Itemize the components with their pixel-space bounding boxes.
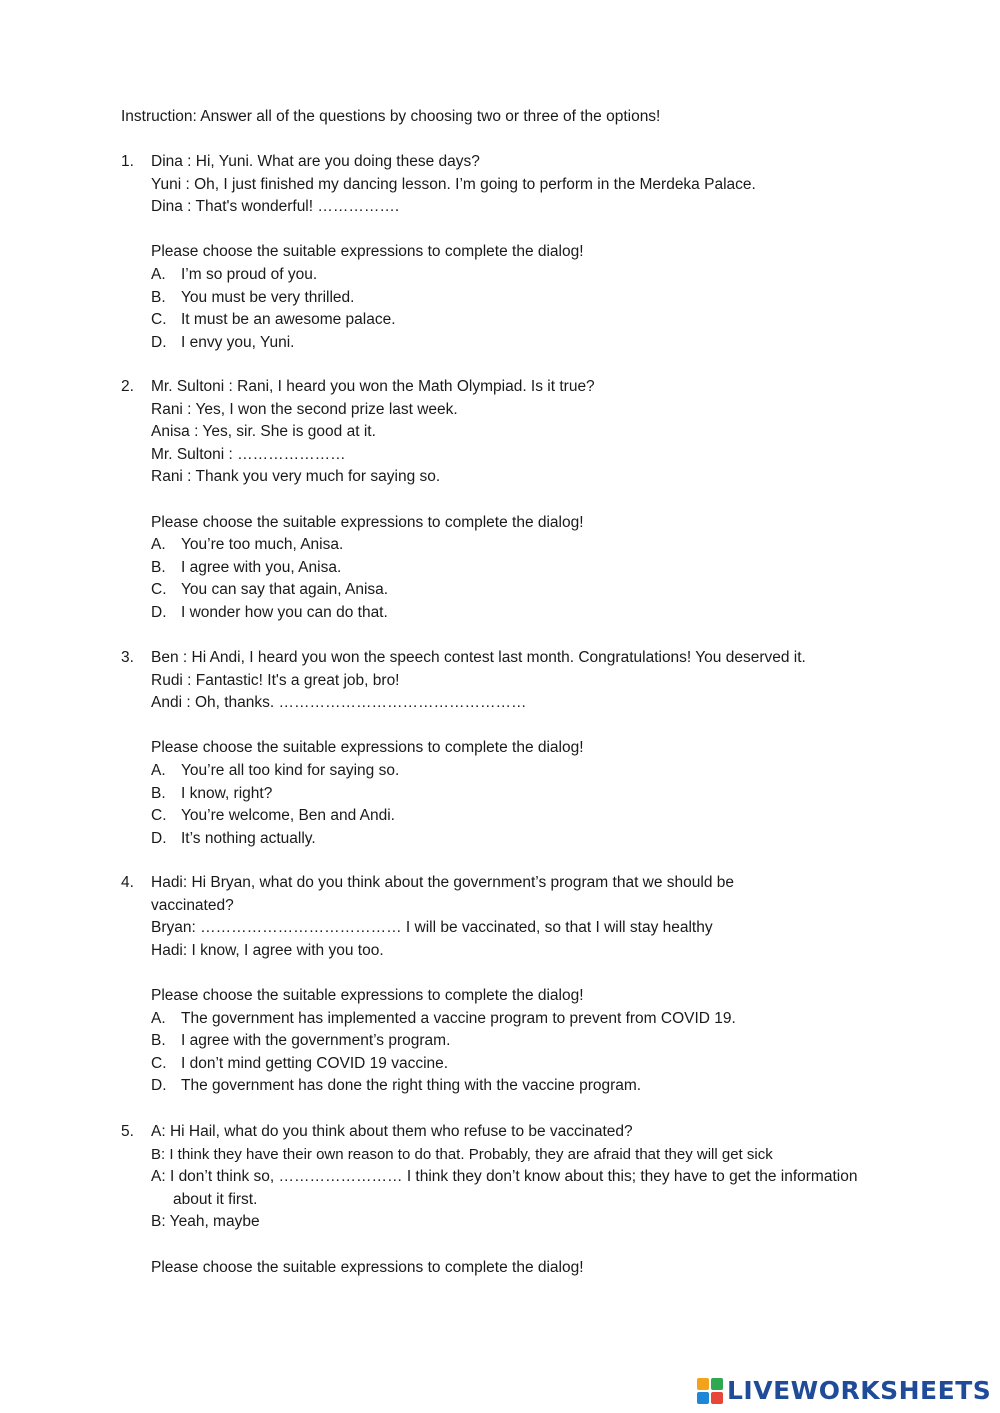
option-letter: A. — [151, 761, 166, 779]
brand-name: LIVEWORKSHEETS — [727, 1376, 992, 1405]
option-text: I’m so proud of you. — [181, 265, 318, 283]
option-text: You’re welcome, Ben and Andi. — [181, 807, 395, 825]
option-text: I know, right? — [181, 784, 273, 802]
option-letter: C. — [151, 311, 167, 329]
question-1 — [121, 151, 881, 354]
option-d[interactable] — [151, 828, 881, 851]
question-prompt: Please choose the suitable expressions to complete the dialog! — [151, 1258, 584, 1276]
dialog-line: Rani : Yes, I won the second prize last week. — [151, 400, 458, 418]
option-letter: D. — [151, 603, 167, 621]
dialog-line: B: I think they have their own reason to do that. Probably, they are afraid that they will get sick — [151, 1145, 773, 1163]
option-b[interactable] — [151, 1030, 881, 1053]
option-text: You’re all too kind for saying so. — [181, 761, 400, 779]
option-d[interactable] — [151, 602, 881, 625]
question-4 — [121, 872, 881, 1098]
option-d[interactable] — [151, 332, 881, 355]
option-letter: B. — [151, 1032, 166, 1050]
dialog-line: Ben : Hi Andi, I heard you won the speech contest last month. Congratulations! You deserved it. — [151, 649, 806, 666]
option-c[interactable] — [151, 309, 881, 332]
option-text: You can say that again, Anisa. — [181, 581, 389, 599]
option-d[interactable] — [151, 1075, 881, 1098]
option-a[interactable] — [151, 1008, 881, 1031]
question-prompt: Please choose the suitable expressions to complete the dialog! — [151, 986, 584, 1004]
dialog-line: Dina : Hi, Yuni. What are you doing these days? — [151, 153, 480, 170]
dialog-line: Anisa : Yes, sir. She is good at it. — [151, 423, 376, 441]
option-a[interactable] — [151, 264, 881, 287]
question-number: 3. — [121, 649, 134, 666]
question-number: 5. — [121, 1123, 134, 1140]
dialog-line: B: Yeah, maybe — [151, 1213, 260, 1231]
option-text: The government has done the right thing with the vaccine program. — [181, 1077, 642, 1095]
option-letter: B. — [151, 288, 166, 306]
dialog-line: A: Hi Hail, what do you think about them who refuse to be vaccinated? — [151, 1123, 633, 1140]
dialog-line: Dina : That's wonderful! ……………. — [151, 198, 400, 216]
option-letter: D. — [151, 829, 167, 847]
instruction-text: Instruction: Answer all of the questions by choosing two or three of the options! — [121, 108, 661, 125]
option-c[interactable] — [151, 805, 881, 828]
option-letter: D. — [151, 1077, 167, 1095]
dialog-line: Yuni : Oh, I just finished my dancing lesson. I’m going to perform in the Merdeka Palace. — [151, 175, 756, 193]
dialog-line: Mr. Sultoni : Rani, I heard you won the Math Olympiad. Is it true? — [151, 378, 595, 395]
dialog-line: Andi : Oh, thanks. ………………………………………… — [151, 694, 527, 712]
option-letter: B. — [151, 558, 166, 576]
question-prompt: Please choose the suitable expressions to complete the dialog! — [151, 739, 584, 757]
option-text: I envy you, Yuni. — [181, 333, 295, 351]
option-text: I agree with you, Anisa. — [181, 558, 342, 576]
option-letter: A. — [151, 1009, 166, 1027]
option-b[interactable] — [151, 557, 881, 580]
question-number: 2. — [121, 378, 134, 395]
liveworksheets-brand[interactable] — [697, 1378, 991, 1404]
option-letter: B. — [151, 784, 166, 802]
option-text: It must be an awesome palace. — [181, 311, 396, 329]
option-letter: A. — [151, 536, 166, 554]
liveworksheets-logo-icon — [697, 1378, 723, 1404]
question-prompt: Please choose the suitable expressions to complete the dialog! — [151, 513, 584, 531]
dialog-line: Hadi: I know, I agree with you too. — [151, 941, 384, 959]
option-c[interactable] — [151, 579, 881, 602]
dialog-line: A: I don’t think so, …………………… I think they don’t know about this; they have to get the information about it first. — [151, 1168, 858, 1208]
option-letter: C. — [151, 807, 167, 825]
option-text: You’re too much, Anisa. — [181, 536, 344, 554]
option-text: You must be very thrilled. — [181, 288, 355, 306]
dialog-line: Hadi: Hi Bryan, what do you think about the government’s program that we should be vaccinated? — [151, 874, 735, 914]
option-b[interactable] — [151, 783, 881, 806]
question-5 — [121, 1121, 881, 1279]
dialog-line: Rudi : Fantastic! It's a great job, bro! — [151, 671, 400, 689]
question-number: 1. — [121, 153, 134, 170]
dialog-line: Rani : Thank you very much for saying so. — [151, 468, 441, 486]
option-c[interactable] — [151, 1053, 881, 1076]
option-text: I don’t mind getting COVID 19 vaccine. — [181, 1054, 449, 1072]
question-prompt: Please choose the suitable expressions to complete the dialog! — [151, 243, 584, 261]
option-text: I wonder how you can do that. — [181, 603, 388, 621]
dialog-line: Bryan: ………………………………… I will be vaccinated, so that I will stay healthy — [151, 919, 713, 937]
option-letter: C. — [151, 1054, 167, 1072]
option-text: The government has implemented a vaccine program to prevent from COVID 19. — [181, 1009, 736, 1027]
question-2 — [121, 376, 881, 625]
option-letter: C. — [151, 581, 167, 599]
option-a[interactable] — [151, 760, 881, 783]
dialog-line: Mr. Sultoni : ………………… — [151, 445, 346, 463]
option-text: I agree with the government’s program. — [181, 1032, 451, 1050]
question-number: 4. — [121, 874, 134, 891]
option-b[interactable] — [151, 287, 881, 310]
option-text: It’s nothing actually. — [181, 829, 316, 847]
option-letter: A. — [151, 265, 166, 283]
option-letter: D. — [151, 333, 167, 351]
question-3 — [121, 647, 881, 850]
option-a[interactable] — [151, 534, 881, 557]
